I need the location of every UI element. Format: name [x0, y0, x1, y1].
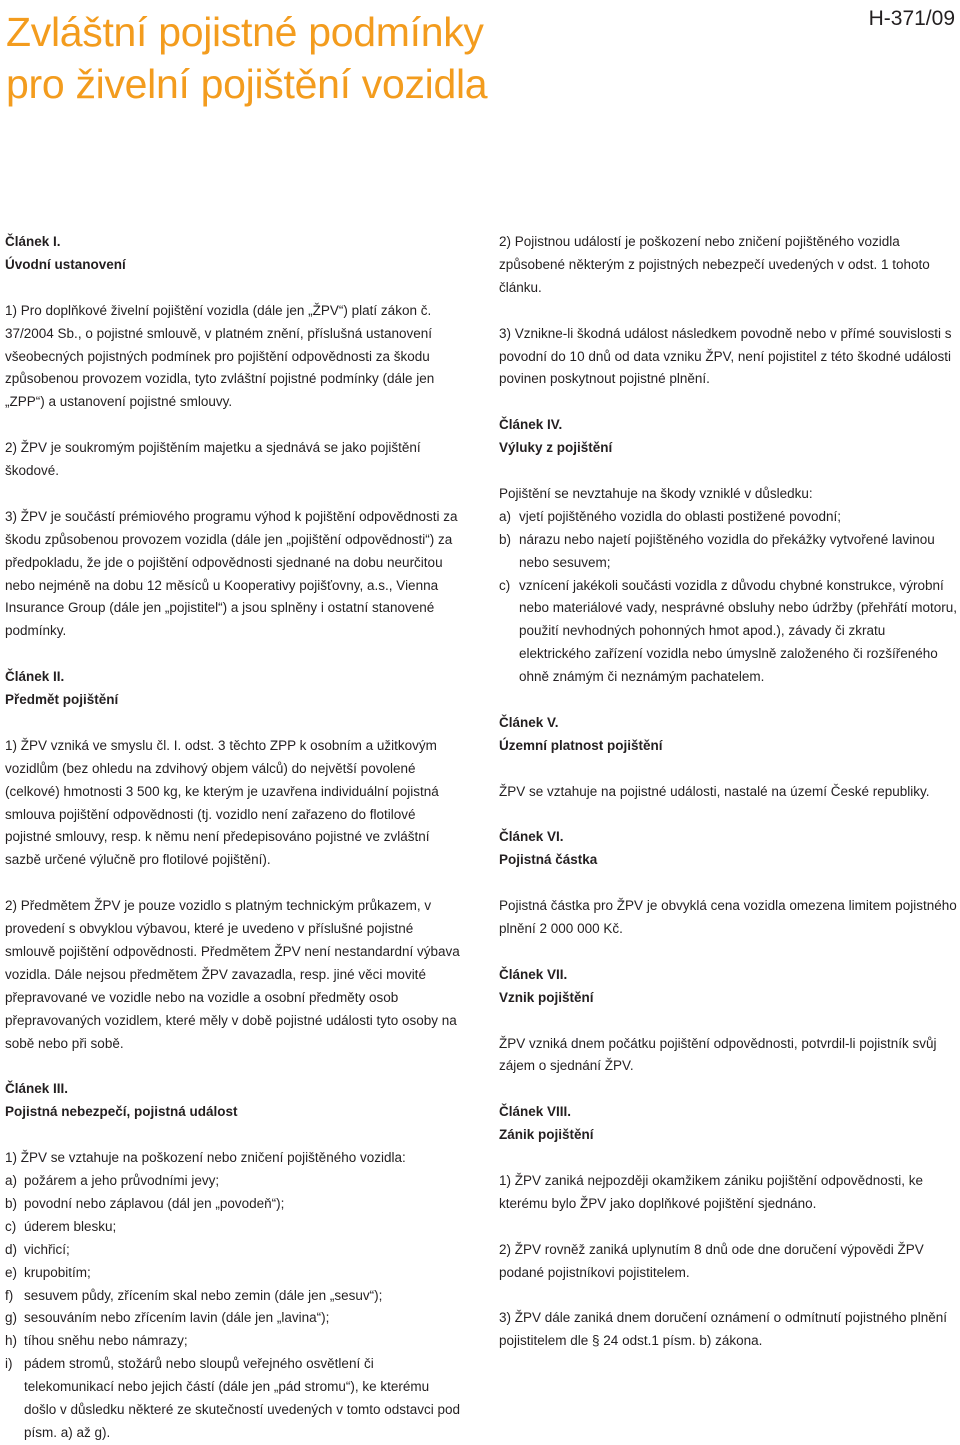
- article-5: [499, 712, 959, 804]
- article-6: [499, 826, 959, 941]
- list-item: [499, 529, 959, 575]
- list-item-text: sesouváním nebo zřícením lavin (dále jen „lavina“);: [24, 1310, 330, 1326]
- article-4: [499, 414, 959, 689]
- list-marker: h): [5, 1333, 18, 1349]
- peril-list: [5, 1170, 465, 1445]
- article-8-paragraph-3: 3) ŽPV dále zaniká dnem doručení oznámení o odmítnutí pojistného plnění pojistitelem dle § 24 odst.1 písm. b) zákona.: [499, 1310, 948, 1349]
- article-5-paragraph-1: ŽPV se vztahuje na pojistné události, nastalé na území České republiky.: [499, 783, 930, 799]
- title-line-1: Zvláštní pojistné podmínky: [6, 9, 484, 55]
- list-item: [499, 575, 959, 690]
- article-8-paragraph-1: 1) ŽPV zaniká nejpozději okamžikem zániku pojištění odpovědnosti, ke kterému bylo ŽPV jako doplňkové pojištění sjednáno.: [499, 1172, 923, 1211]
- article-8-paragraph-2: 2) ŽPV rovněž zaniká uplynutím 8 dnů ode dne doručení výpovědi ŽPV podané pojistníkovi pojistitelem.: [499, 1241, 924, 1280]
- list-item: [5, 1353, 465, 1445]
- list-marker: d): [5, 1241, 18, 1257]
- article-7-paragraph-1: ŽPV vzniká dnem počátku pojištění odpovědnosti, potvrdil-li pojistník svůj zájem o sjednání ŽPV.: [499, 1035, 937, 1074]
- article-4-intro: Pojištění se nevztahuje na škody vzniklé v důsledku:: [499, 485, 813, 501]
- list-item-text: vjetí pojištěného vozidla do oblasti postižené povodní;: [519, 508, 841, 524]
- document-title: [6, 6, 766, 110]
- list-marker: c): [499, 577, 511, 593]
- article-4-label: Článek IV.: [499, 417, 563, 433]
- list-item: [5, 1330, 465, 1353]
- article-2-heading: Předmět pojištění: [5, 692, 119, 708]
- list-marker: a): [499, 508, 512, 524]
- document-code: H-371/09: [868, 7, 955, 30]
- list-marker: f): [5, 1287, 14, 1303]
- article-3: [5, 1078, 465, 1444]
- article-7-heading: Vznik pojištění: [499, 989, 594, 1005]
- list-marker: a): [5, 1173, 18, 1189]
- list-item-text: vznícení jakékoli součásti vozidla z důvodu chybné konstrukce, výrobní nebo materiálové vady, nesprávné obsluhy nebo údržby (přehřátí motoru, použití nevhodných pohonných hmot apod.), závady či zkratu elektrického zařízení vozidla nebo úmyslně založeného či rozšířeného ohně známým či neznámým pachatelem.: [519, 577, 957, 685]
- list-item: [5, 1193, 465, 1216]
- article-3-paragraph-1: 1) ŽPV se vztahuje na poškození nebo zničení pojištěného vozidla:: [5, 1150, 406, 1166]
- list-marker: b): [499, 531, 512, 547]
- article-8-heading: Zánik pojištění: [499, 1127, 594, 1143]
- left-column: [5, 231, 465, 1445]
- list-marker: c): [5, 1218, 17, 1234]
- article-2: [5, 666, 465, 1055]
- article-7: [499, 964, 959, 1079]
- article-1-paragraph-3: 3) ŽPV je součástí prémiového programu výhod k pojištění odpovědnosti za škodu způsobenou provozem vozidla (dále jen „pojištění odpovědnosti“) za předpokladu, že jde o pojištění odpovědnosti sjednané na dobu neurčitou nebo nejméně na dobu 12 měsíců u Kooperativy pojišťovny, a.s., Vienna Insurance Group (dále jen „pojistitel“) a jsou splněny i ostatní stanovené podmínky.: [5, 508, 458, 639]
- list-marker: i): [5, 1356, 13, 1372]
- right-column: [499, 231, 959, 1353]
- article-5-label: Článek V.: [499, 714, 559, 730]
- article-6-paragraph-1: Pojistná částka pro ŽPV je obvyklá cena vozidla omezena limitem pojistného plnění 2 000 000 Kč.: [499, 898, 957, 937]
- article-7-label: Článek VII.: [499, 966, 568, 982]
- list-item: [5, 1285, 465, 1308]
- article-3-paragraph-2: 2) Pojistnou událostí je poškození nebo zničení pojištěného vozidla způsobené některým z pojistných nebezpečí uvedených v odst. 1 tohoto článku.: [499, 234, 930, 295]
- article-2-paragraph-2: 2) Předmětem ŽPV je pouze vozidlo s platným technickým průkazem, v provedení s obvyklou výbavou, které je uvedeno v příslušné pojistné smlouvě pojištění odpovědnosti. Předmětem ŽPV není nestandardní výbava vozidla. Dále nejsou předmětem ŽPV zavazadla, resp. jiné věci movité přepravované ve vozidle nebo na vozidle a osobní předměty osob přepravovaných vozidlem, které měly v době pojistné události tyto osoby na sobě nebo při sobě.: [5, 898, 460, 1051]
- list-marker: g): [5, 1310, 18, 1326]
- list-item: [5, 1239, 465, 1262]
- list-item-text: úderem blesku;: [24, 1218, 117, 1234]
- article-1-paragraph-1: 1) Pro doplňkové živelní pojištění vozidla (dále jen „ŽPV“) platí zákon č. 37/2004 Sb., o pojistné smlouvě, v platném znění, příslušná ustanovení všeobecných pojistných podmínek pro pojištění odpovědnosti za škodu způsobenou provozem vozidla, tyto zvláštní pojistné podmínky (dále jen „ZPP“) a ustanovení pojistné smlouvy.: [5, 302, 435, 410]
- list-item-text: tíhou sněhu nebo námrazy;: [24, 1333, 188, 1349]
- list-item: [5, 1170, 465, 1193]
- list-item-text: povodní nebo záplavou (dál jen „povodeň“);: [24, 1195, 285, 1211]
- article-2-label: Článek II.: [5, 669, 65, 685]
- article-1-label: Článek I.: [5, 234, 61, 249]
- article-4-heading: Výluky z pojištění: [499, 440, 613, 456]
- list-item-text: vichřicí;: [24, 1241, 70, 1257]
- article-3-heading: Pojistná nebezpečí, pojistná událost: [5, 1104, 238, 1120]
- list-marker: e): [5, 1264, 18, 1280]
- article-1-heading: Úvodní ustanovení: [5, 256, 126, 272]
- article-8: [499, 1101, 959, 1353]
- list-item-text: krupobitím;: [24, 1264, 91, 1280]
- article-6-label: Článek VI.: [499, 829, 564, 845]
- article-6-heading: Pojistná částka: [499, 852, 598, 868]
- title-line-2: pro živelní pojištění vozidla: [6, 61, 488, 107]
- exclusion-list: [499, 506, 959, 689]
- list-item: [499, 506, 959, 529]
- list-item: [5, 1216, 465, 1239]
- list-item-text: požárem a jeho průvodními jevy;: [24, 1173, 220, 1189]
- article-2-paragraph-1: 1) ŽPV vzniká ve smyslu čl. I. odst. 3 těchto ZPP k osobním a užitkovým vozidlům (bez ohledu na zdvihový objem válců) do největší povolené (celkové) hmotnosti 3 500 kg, ke kterým je uzavřena individuální pojistná smlouva pojištění odpovědnosti (tj. vozidlo není zařazeno do flotilové pojistné smlouvy, resp. k němu není předepisováno pojistné ve zvláštní sazbě určené výlučně pro flotilové pojištění).: [5, 737, 439, 868]
- article-3-paragraph-3: 3) Vznikne-li škodná událost následkem povodně nebo v přímé souvislosti s povodní do 10 dnů od data vzniku ŽPV, není pojistitel z této škodné události povinen poskytnout pojistné plnění.: [499, 325, 952, 387]
- article-3-label: Článek III.: [5, 1081, 69, 1097]
- article-3-continued: [499, 231, 959, 391]
- list-item: [5, 1262, 465, 1285]
- list-item-text: sesuvem půdy, zřícením skal nebo zemin (dále jen „sesuv“);: [24, 1287, 383, 1303]
- article-8-label: Článek VIII.: [499, 1104, 572, 1120]
- article-5-heading: Územní platnost pojištění: [499, 737, 663, 753]
- list-item: [5, 1307, 465, 1330]
- article-1-paragraph-2: 2) ŽPV je soukromým pojištěním majetku a sjednává se jako pojištění škodové.: [5, 440, 421, 479]
- list-item-text: nárazu nebo najetí pojištěného vozidla do překážky vytvořené lavinou nebo sesuvem;: [519, 531, 935, 570]
- list-item-text: pádem stromů, stožárů nebo sloupů veřejného osvětlení či telekomunikací nebo jejich částí (dále jen „pád stromu“), ke kterému došlo v důsledku některé ze skutečností uvedených v tomto odstavci pod písm. a) až g).: [24, 1356, 461, 1440]
- list-marker: b): [5, 1195, 18, 1211]
- article-1: [5, 231, 465, 643]
